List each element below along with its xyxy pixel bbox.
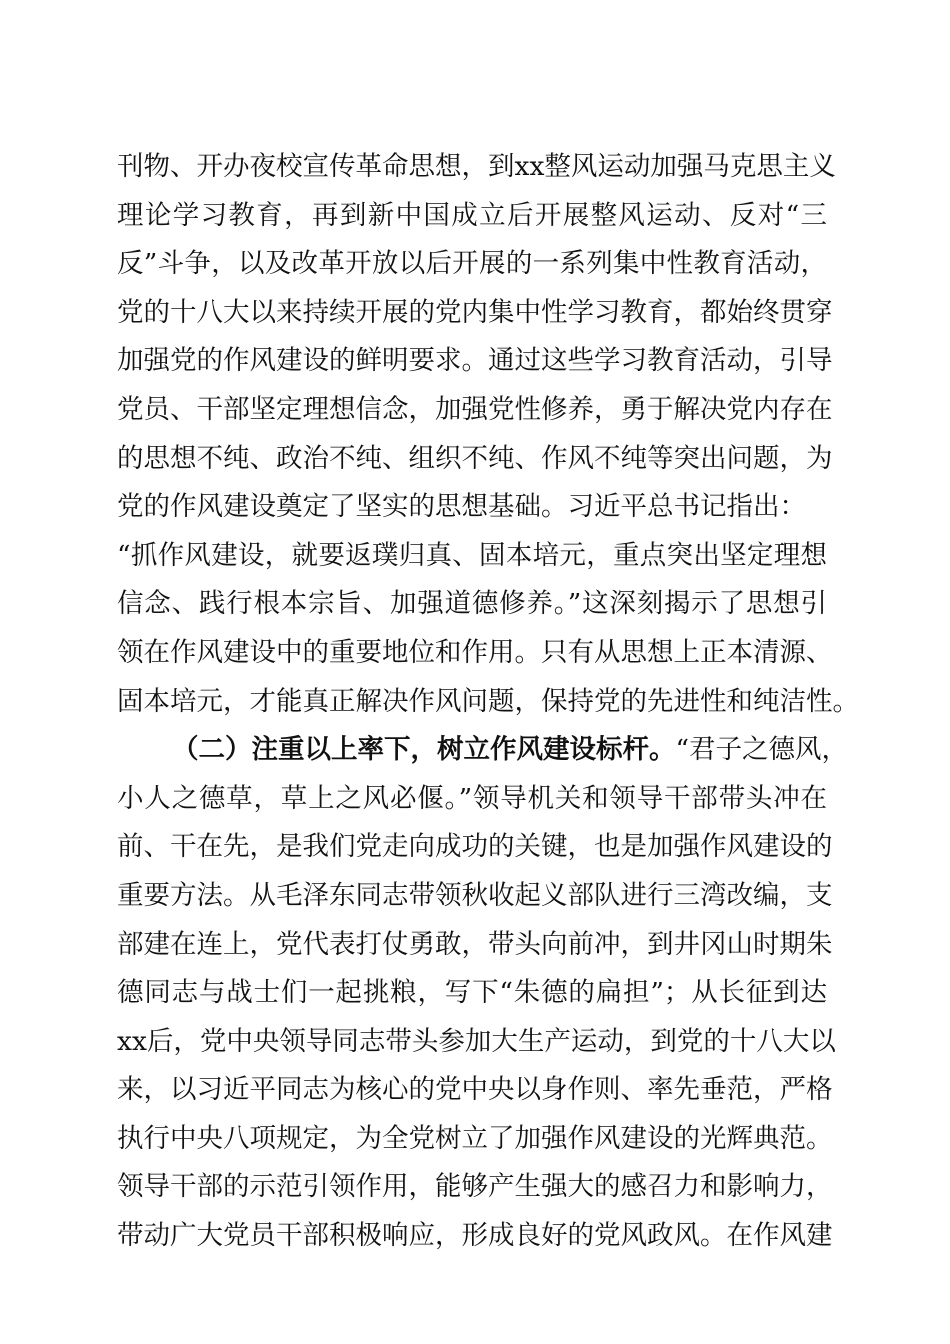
text-line: 前、干在先，是我们党走向成功的关键，也是加强作风建设的: [117, 831, 833, 863]
text-line: 小人之德草，草上之风必偃。”领导机关和领导干部带头冲在: [117, 782, 827, 814]
text-line: 的思想不纯、政治不纯、组织不纯、作风不纯等突出问题，为: [117, 442, 833, 474]
section-heading-rest: “君子之德风，: [675, 734, 849, 766]
text-line: 执行中央八项规定，为全党树立了加强作风建设的光辉典范。: [117, 1122, 833, 1154]
text-line: 党员、干部坚定理想信念，加强党性修养，勇于解决党内存在: [117, 393, 833, 425]
text-line: xx后，党中央领导同志带头参加大生产运动，到党的十八大以: [117, 1025, 836, 1057]
text-line: 党的作风建设奠定了坚实的思想基础。习近平总书记指出：: [117, 491, 806, 523]
text-line: 信念、践行根本宗旨、加强道德修养。”这深刻揭示了思想引: [117, 588, 827, 620]
text-line: 理论学习教育，再到新中国成立后开展整风运动、反对“三: [117, 199, 827, 231]
text-line: 部建在连上，党代表打仗勇敢，带头向前冲，到井冈山时期朱: [117, 928, 833, 960]
text-line: 固本培元，才能真正解决作风问题，保持党的先进性和纯洁性。: [117, 685, 859, 717]
section-heading-line: [117, 726, 849, 775]
text-line: 领导干部的示范引领作用，能够产生强大的感召力和影响力，: [117, 1171, 833, 1203]
text-line: 德同志与战士们一起挑粮，写下“朱德的扁担”；从长征到达: [117, 977, 827, 1009]
text-line: 刊物、开办夜校宣传革命思想，到xx整风运动加强马克思主义: [117, 151, 836, 182]
text-line: 领在作风建设中的重要地位和作用。只有从思想上正本清源、: [117, 636, 833, 668]
section-heading: （二）注重以上率下，树立作风建设标杆。: [172, 734, 676, 766]
text-line: 重要方法。从毛泽东同志带领秋收起义部队进行三湾改编，支: [117, 879, 833, 911]
text-line: 带动广大党员干部积极响应，形成良好的党风政风。在作风建: [117, 1220, 833, 1252]
text-line: 反”斗争，以及改革开放以后开展的一系列集中性教育活动，: [117, 248, 827, 280]
text-line: “抓作风建设，就要返璞归真、固本培元，重点突出坚定理想: [117, 539, 827, 571]
text-line: 来，以习近平同志为核心的党中央以身作则、率先垂范，严格: [117, 1074, 833, 1106]
text-line: 党的十八大以来持续开展的党内集中性学习教育，都始终贯穿: [117, 296, 833, 328]
text-line: 加强党的作风建设的鲜明要求。通过这些学习教育活动，引导: [117, 345, 833, 377]
body-text: [117, 143, 859, 1261]
